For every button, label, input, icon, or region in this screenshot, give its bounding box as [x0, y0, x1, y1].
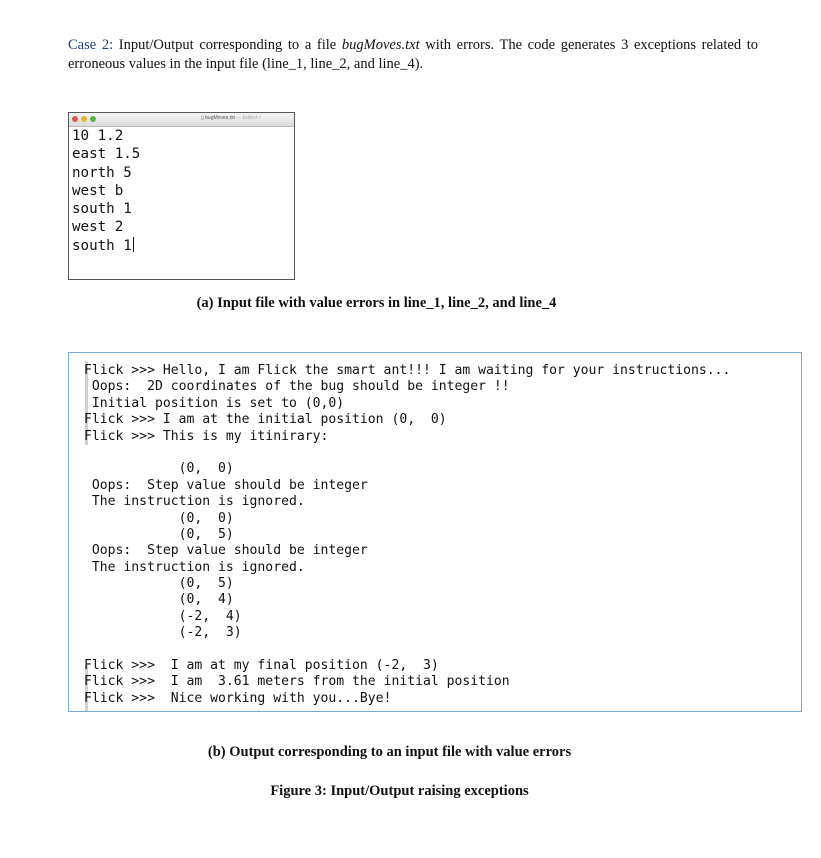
console-line: Oops: 2D coordinates of the bug should be integer !! — [84, 379, 510, 395]
intro-text-1: Input/Output corresponding to a file — [113, 37, 342, 53]
console-line: Initial position is set to (0,0) — [84, 395, 345, 411]
console-line: (-2, 3) — [84, 625, 242, 641]
console-line — [84, 642, 801, 658]
console-line: (-2, 4) — [84, 608, 242, 624]
console-line: (0, 5) — [84, 526, 234, 542]
text-caret — [133, 237, 134, 252]
editor-file-name: bugMoves.txt — [205, 115, 235, 121]
editor-titlebar — [69, 113, 294, 127]
console-line: Oops: Step value should be integer — [84, 477, 368, 493]
file-name: bugMoves.txt — [341, 37, 420, 53]
console-line: Flick >>> I am 3.61 meters from the initial position — [84, 674, 510, 690]
console-line: The instruction is ignored. — [84, 494, 305, 510]
case-description — [68, 36, 758, 74]
editor-line: south 1 — [72, 201, 132, 218]
console-text — [84, 363, 801, 707]
text-editor-window — [68, 112, 295, 280]
console-line: The instruction is ignored. — [84, 559, 305, 575]
console-line: (0, 0) — [84, 461, 234, 477]
editor-line: 10 1.2 — [72, 128, 124, 144]
caption-a: (a) Input file with value errors in line_1, line_2, and line_4 — [196, 295, 557, 311]
console-line: Flick >>> Nice working with you...Bye! — [84, 690, 392, 706]
zoom-window-icon[interactable] — [90, 116, 96, 122]
caption-b: (b) Output corresponding to an input file with value errors — [207, 744, 572, 760]
editor-line: east 1.5 — [72, 146, 141, 163]
console-line: Flick >>> I am at the initial position (0, 0) — [84, 412, 447, 428]
editor-line: west b — [72, 182, 124, 199]
console-line — [84, 445, 801, 461]
editor-line-text: south 1 — [72, 237, 132, 254]
editor-line-last — [72, 237, 140, 255]
editor-line: west 2 — [72, 219, 124, 236]
editor-line: north 5 — [72, 164, 132, 181]
console-line: Oops: Step value should be integer — [84, 543, 368, 559]
editor-text-area[interactable] — [72, 127, 140, 255]
figure-caption: Figure 3: Input/Output raising exceptions — [270, 783, 529, 799]
console-line: Flick >>> I am at my final position (-2, 3) — [84, 658, 439, 674]
document-icon: ▯ — [201, 115, 204, 121]
minimize-window-icon[interactable] — [81, 116, 87, 122]
console-line: Flick >>> Hello, I am Flick the smart ant!!! I am waiting for your instructions... — [84, 363, 731, 378]
console-output — [68, 352, 802, 712]
intro-text-2: with errors. The code generates 3 exceptions related to erroneous values in the input file (line_1, line_2, and line_4). — [68, 37, 759, 72]
editor-title — [201, 115, 261, 121]
console-line: (0, 4) — [84, 592, 234, 608]
window-controls — [72, 116, 96, 122]
console-line: (0, 5) — [84, 576, 234, 592]
console-line: Flick >>> This is my itinirary: — [84, 428, 329, 444]
edited-status: — Edited ˅ — [236, 115, 262, 121]
close-window-icon[interactable] — [72, 116, 78, 122]
console-line: (0, 0) — [84, 510, 234, 526]
case-label: Case 2: — [68, 37, 114, 53]
